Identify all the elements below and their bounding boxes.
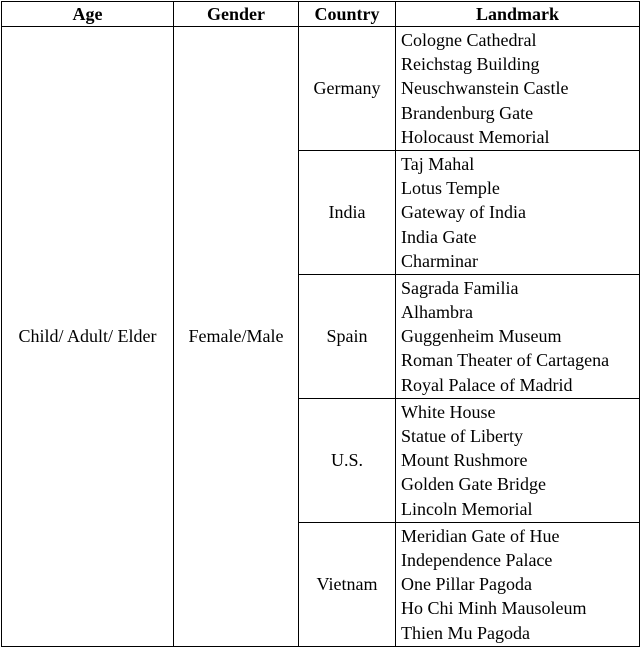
landmark-item: Charminar <box>401 250 478 271</box>
header-age: Age <box>2 2 174 27</box>
landmark-table <box>1 1 640 647</box>
country-cell-vietnam: Vietnam <box>299 522 396 646</box>
landmark-list-us <box>396 398 640 522</box>
landmark-item: Independence Palace <box>401 549 553 570</box>
landmark-item: Alhambra <box>401 302 473 323</box>
landmark-item: Reichstag Building <box>401 54 540 75</box>
landmark-item: Lincoln Memorial <box>401 498 533 519</box>
country-cell-india: India <box>299 150 396 274</box>
header-landmark: Landmark <box>396 2 640 27</box>
landmark-item: Holocaust Memorial <box>401 126 550 147</box>
landmark-item: Statue of Liberty <box>401 426 523 446</box>
landmark-list-india <box>396 150 640 274</box>
landmark-item: Lotus Temple <box>401 178 500 199</box>
landmark-item: Ho Chi Minh Mausoleum <box>401 598 587 619</box>
country-cell-spain: Spain <box>299 274 396 398</box>
landmark-list-vietnam <box>396 522 640 646</box>
landmark-item: Roman Theater of Cartagena <box>401 350 610 371</box>
landmark-item: Meridian Gate of Hue <box>401 525 560 546</box>
landmark-item: Taj Mahal <box>401 153 475 174</box>
header-row <box>2 2 640 27</box>
landmark-item: Cologne Cathedral <box>401 30 537 50</box>
country-cell-germany: Germany <box>299 27 396 151</box>
landmark-item: Mount Rushmore <box>401 450 528 471</box>
landmark-list-spain <box>396 274 640 398</box>
landmark-item: Golden Gate Bridge <box>401 474 546 495</box>
landmark-item: Brandenburg Gate <box>401 102 534 123</box>
landmark-item: Thien Mu Pagoda <box>401 622 530 643</box>
landmark-item: White House <box>401 401 496 422</box>
landmark-item: One Pillar Pagoda <box>401 574 532 595</box>
header-gender: Gender <box>174 2 299 27</box>
landmark-list-germany <box>396 27 640 151</box>
landmark-item: India Gate <box>401 226 477 247</box>
landmark-item: Sagrada Familia <box>401 277 519 298</box>
gender-cell: Female/Male <box>174 27 299 647</box>
header-country: Country <box>299 2 396 27</box>
country-cell-us: U.S. <box>299 398 396 522</box>
landmark-item: Neuschwanstein Castle <box>401 78 569 99</box>
table-row <box>2 27 640 151</box>
age-cell: Child/ Adult/ Elder <box>2 27 174 647</box>
landmark-item: Guggenheim Museum <box>401 326 562 347</box>
landmark-item: Royal Palace of Madrid <box>401 374 573 395</box>
landmark-item: Gateway of India <box>401 202 526 223</box>
